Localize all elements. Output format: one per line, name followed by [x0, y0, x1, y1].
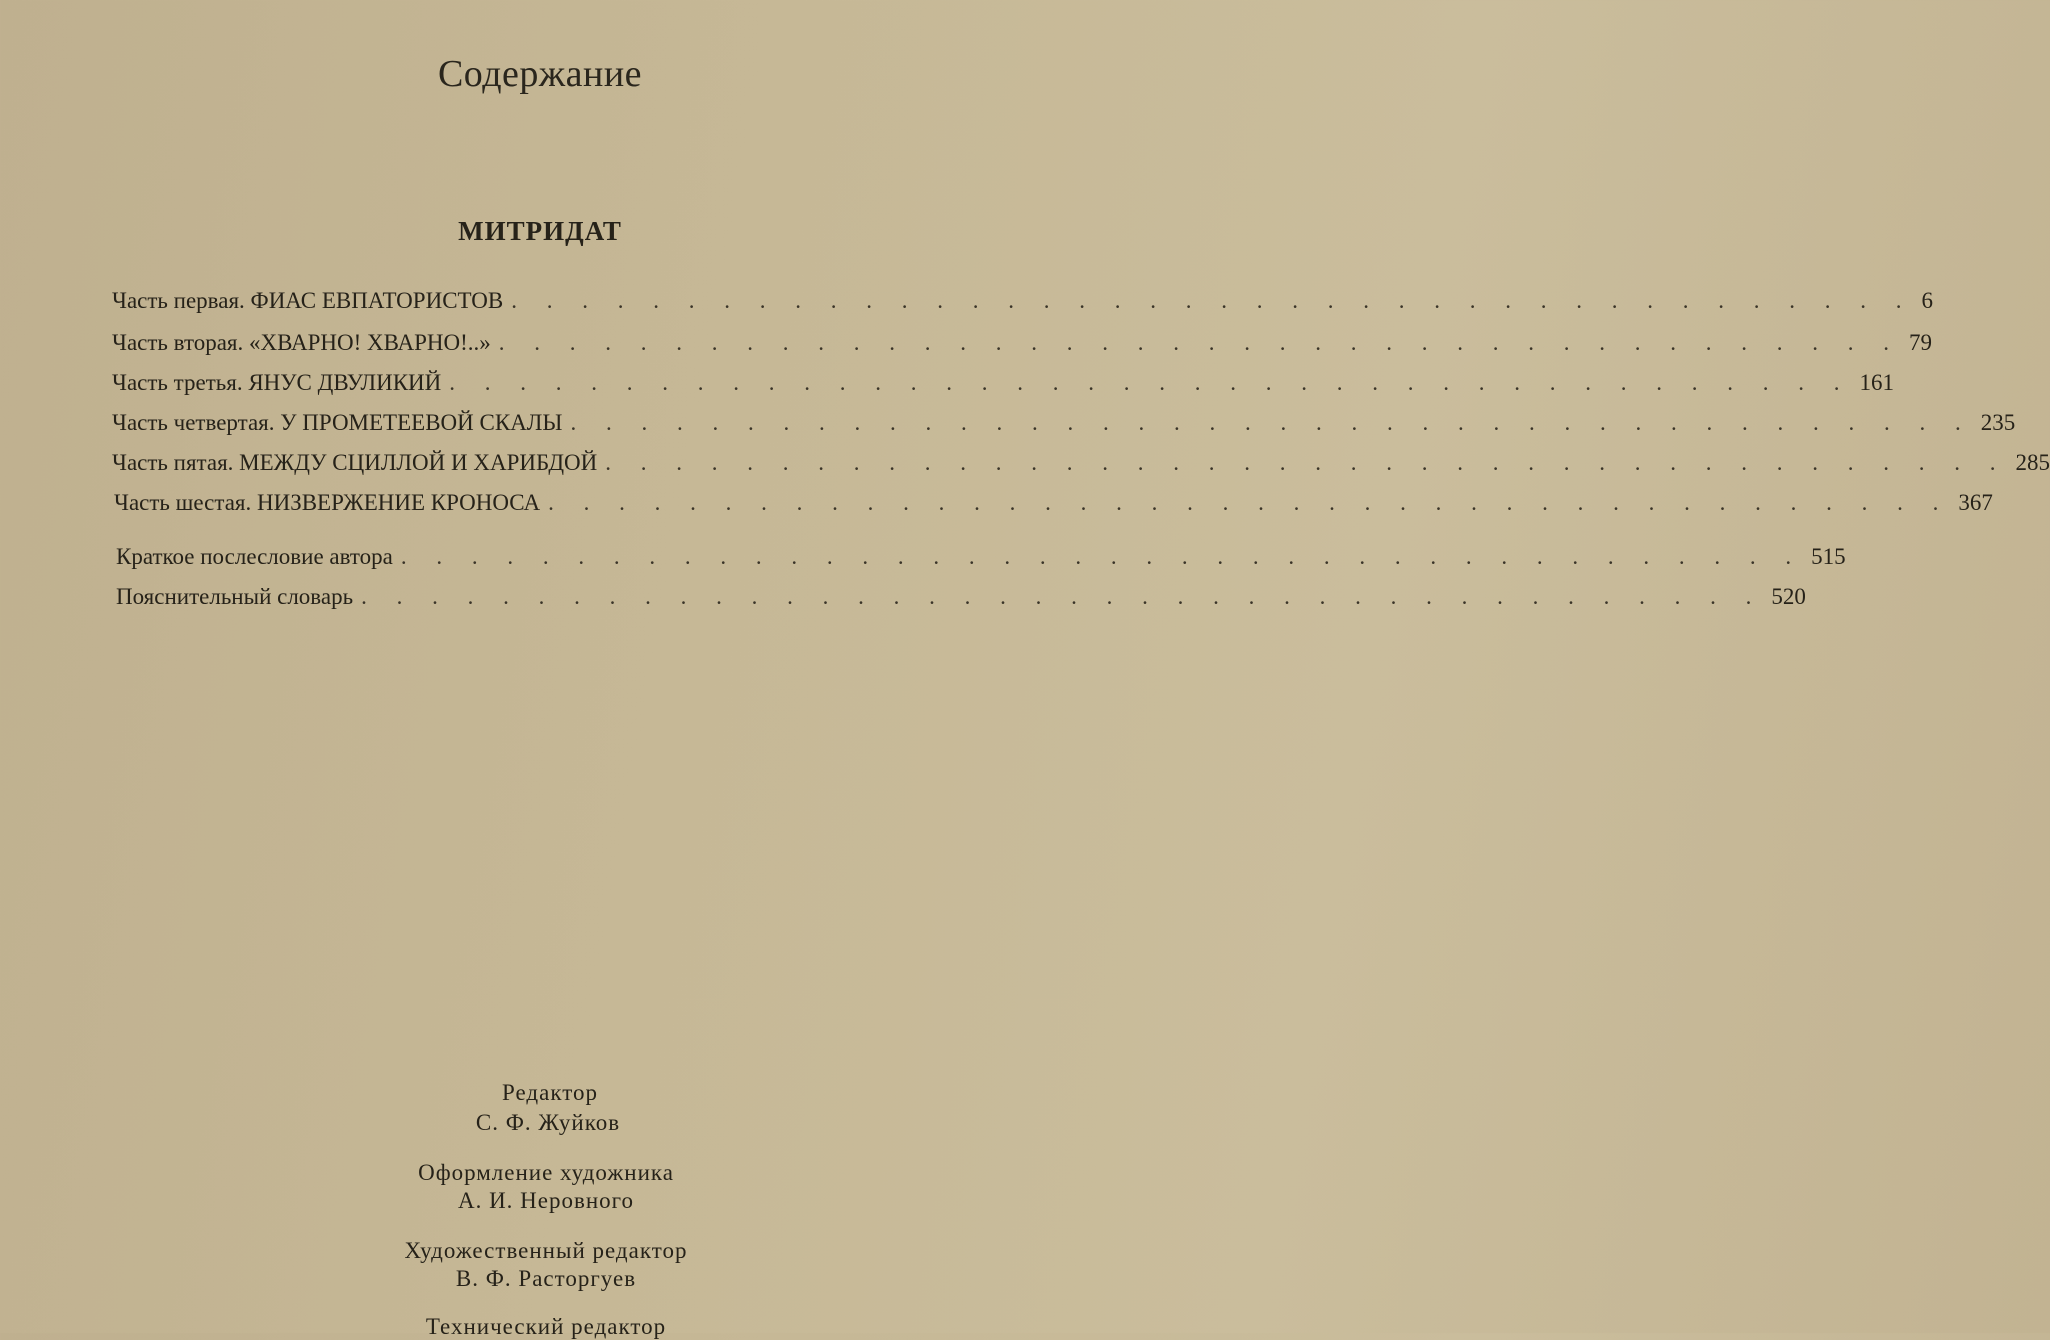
toc-entry-label: Часть четвертая. У ПРОМЕТЕЕВОЙ СКАЛЫ [112, 410, 563, 435]
toc-entry [112, 370, 1895, 396]
toc-entry-page: 367 [1958, 490, 1993, 515]
toc-leader-dots: . . . . . . . . . . . . . . . . . . . . . . . . . . . . . . . . . . . . . . . . [570, 410, 1973, 435]
toc-entry-label: Часть первая. ФИАС ЕВПАТОРИСТОВ [112, 288, 504, 313]
toc-entry [116, 584, 1806, 610]
toc-entry-page: 235 [1980, 410, 2016, 435]
toc-entry-page: 285 [2015, 450, 2050, 475]
toc-leader-dots: . . . . . . . . . . . . . . . . . . . . . . . . . . . . . . . . . . . . . . . . [548, 490, 1951, 515]
toc-entry-label: Часть шестая. НИЗВЕРЖЕНИЕ КРОНОСА [114, 490, 541, 515]
toc-entry [114, 490, 1993, 516]
toc-entry-page: 6 [1921, 288, 1933, 313]
toc-entry-page: 161 [1859, 370, 1895, 395]
toc-leader-dots: . . . . . . . . . . . . . . . . . . . . . . . . . . . . . . . . . . . . . . . . [605, 450, 2008, 475]
credit-name: С. Ф. Жуйков [475, 1110, 621, 1135]
toc-entry [112, 410, 2016, 436]
toc-leader-dots: . . . . . . . . . . . . . . . . . . . . . . . . . . . . . . . . . . . . . . . . [449, 370, 1852, 395]
credit-role: Редактор [502, 1080, 598, 1105]
credit-name: А. И. Неровного [457, 1188, 635, 1213]
toc-entry [116, 544, 1846, 570]
toc-entry-page: 515 [1811, 544, 1846, 569]
toc-entry [112, 330, 1933, 356]
toc-leader-dots: . . . . . . . . . . . . . . . . . . . . . . . . . . . . . . . . . . . . . . . . [498, 330, 1902, 355]
toc-entry-page: 79 [1909, 330, 1933, 355]
toc-entry [112, 450, 2050, 476]
credit-name: В. Ф. Расторгуев [455, 1266, 637, 1291]
toc-leader-dots: . . . . . . . . . . . . . . . . . . . . . . . . . . . . . . . . . . . . . . . . [361, 584, 1764, 609]
toc-entry-label: Краткое послесловие автора [116, 544, 393, 569]
credit-role: Технический редактор [425, 1314, 667, 1339]
toc-entry-label: Часть пятая. МЕЖДУ СЦИЛЛОЙ И ХАРИБДОЙ [112, 450, 598, 475]
toc-leader-dots: . . . . . . . . . . . . . . . . . . . . . . . . . . . . . . . . . . . . . . . . [400, 544, 1804, 569]
credit-role: Художественный редактор [404, 1238, 688, 1263]
toc-entry-label: Пояснительный словарь [116, 584, 354, 609]
toc-leader-dots: . . . . . . . . . . . . . . . . . . . . . . . . . . . . . . . . . . . . . . . . [511, 288, 1914, 313]
toc-entry [112, 288, 1933, 314]
credit-role: Оформление художника [418, 1160, 674, 1185]
toc-entry-page: 520 [1771, 584, 1806, 609]
section-title: МИТРИДАТ [458, 216, 622, 246]
toc-entry-label: Часть вторая. «ХВАРНО! ХВАРНО!..» [112, 330, 491, 355]
page-heading: Содержание [437, 53, 643, 95]
toc-entry-label: Часть третья. ЯНУС ДВУЛИКИЙ [112, 370, 442, 395]
